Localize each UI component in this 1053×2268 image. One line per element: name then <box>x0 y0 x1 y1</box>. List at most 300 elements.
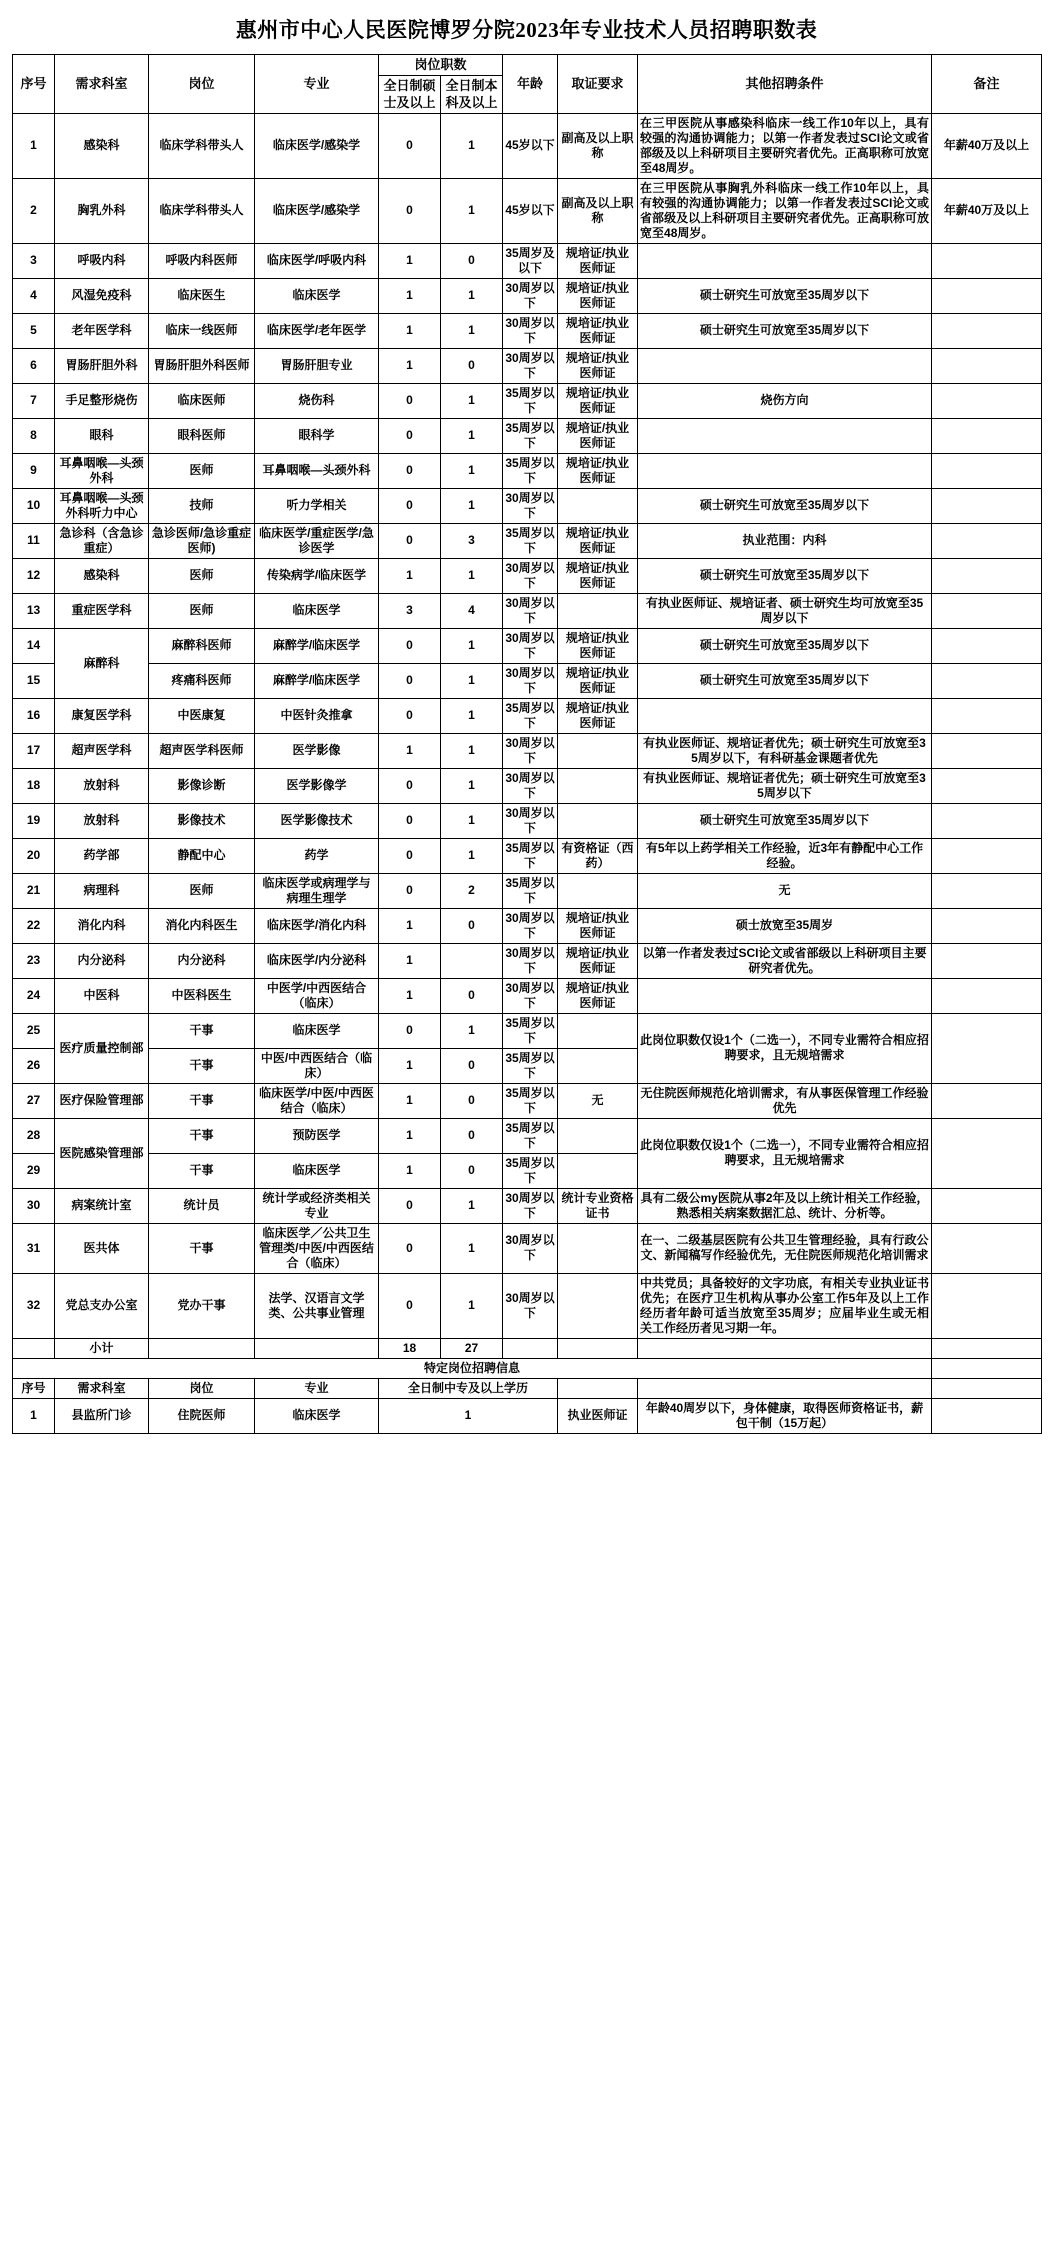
cell-master: 1 <box>379 978 441 1013</box>
cell-dept: 中医科 <box>55 978 149 1013</box>
special-cell-other: 年龄40周岁以下，身体健康，取得医师资格证书，薪包干制（15万起） <box>638 1398 932 1433</box>
cell-major: 临床医学/感染学 <box>255 113 379 178</box>
cell-post: 内分泌科 <box>149 943 255 978</box>
cell-age: 30周岁以下 <box>503 628 558 663</box>
subtotal-post <box>149 1338 255 1358</box>
table-row <box>13 488 1042 523</box>
special-col-major: 专业 <box>255 1378 379 1398</box>
cell-master: 0 <box>379 628 441 663</box>
cell-no: 32 <box>13 1273 55 1338</box>
cell-dept: 医院感染管理部 <box>55 1118 149 1188</box>
cell-no: 22 <box>13 908 55 943</box>
cell-post: 临床学科带头人 <box>149 178 255 243</box>
cell-other: 有执业医师证、规培证者优先；硕士研究生可放宽至35周岁以下，有科研基金课题者优先 <box>638 733 932 768</box>
cell-master: 0 <box>379 488 441 523</box>
cell-other: 硕士研究生可放宽至35周岁以下 <box>638 558 932 593</box>
cell-other: 具有二级公my医院从事2年及以上统计相关工作经验，熟悉相关病案数据汇总、统计、分析等。 <box>638 1188 932 1223</box>
cell-bachelor: 0 <box>441 348 503 383</box>
cell-cert: 规培证/执业医师证 <box>558 908 638 943</box>
cell-other: 在一、二级基层医院有公共卫生管理经验，具有行政公文、新闻稿写作经验优先，无住院医师规范化培训需求 <box>638 1223 932 1273</box>
special-section-title: 特定岗位招聘信息 <box>13 1358 932 1378</box>
cell-remark <box>932 523 1042 558</box>
cell-bachelor: 1 <box>441 698 503 733</box>
cell-cert <box>558 1273 638 1338</box>
cell-other <box>638 348 932 383</box>
cell-age: 45岁以下 <box>503 113 558 178</box>
cell-dept: 内分泌科 <box>55 943 149 978</box>
cell-age: 35周岁以下 <box>503 698 558 733</box>
table-row <box>13 418 1042 453</box>
cell-post: 医师 <box>149 453 255 488</box>
cell-master: 0 <box>379 1273 441 1338</box>
table-row <box>13 873 1042 908</box>
cell-master: 0 <box>379 768 441 803</box>
cell-age: 30周岁以下 <box>503 733 558 768</box>
cell-master: 0 <box>379 523 441 558</box>
cell-age: 35周岁以下 <box>503 1048 558 1083</box>
cell-bachelor: 1 <box>441 383 503 418</box>
cell-other: 在三甲医院从事胸乳外科临床一线工作10年以上，具有较强的沟通协调能力；以第一作者发表过SCI论文或省部级及以上科研项目主要研究者优先。正高职称可放宽至48周岁。 <box>638 178 932 243</box>
cell-major: 中医学/中西医结合（临床） <box>255 978 379 1013</box>
cell-age: 30周岁以下 <box>503 488 558 523</box>
cell-major: 法学、汉语言文学类、公共事业管理 <box>255 1273 379 1338</box>
cell-major: 统计学或经济类相关专业 <box>255 1188 379 1223</box>
cell-major: 临床医学/重症医学/急诊医学 <box>255 523 379 558</box>
cell-remark <box>932 383 1042 418</box>
cell-dept: 病理科 <box>55 873 149 908</box>
cell-cert: 有资格证（西药） <box>558 838 638 873</box>
cell-other: 硕士放宽至35周岁 <box>638 908 932 943</box>
cell-remark: 年薪40万及以上 <box>932 178 1042 243</box>
cell-dept: 医共体 <box>55 1223 149 1273</box>
cell-bachelor <box>441 943 503 978</box>
subtotal-other <box>638 1338 932 1358</box>
cell-post: 急诊医师/急诊重症医师) <box>149 523 255 558</box>
cell-cert <box>558 733 638 768</box>
cell-no: 7 <box>13 383 55 418</box>
table-row <box>13 663 1042 698</box>
cell-bachelor: 1 <box>441 313 503 348</box>
cell-dept: 医疗质量控制部 <box>55 1013 149 1083</box>
cell-age: 30周岁以下 <box>503 1223 558 1273</box>
cell-post: 疼痛科医师 <box>149 663 255 698</box>
cell-master: 0 <box>379 803 441 838</box>
cell-dept: 风湿免疫科 <box>55 278 149 313</box>
cell-master: 1 <box>379 943 441 978</box>
cell-major: 临床医学/消化内科 <box>255 908 379 943</box>
cell-dept: 放射科 <box>55 803 149 838</box>
subtotal-bachelor: 27 <box>441 1338 503 1358</box>
special-header-row <box>13 1378 1042 1398</box>
cell-post: 超声医学科医师 <box>149 733 255 768</box>
cell-dept: 病案统计室 <box>55 1188 149 1223</box>
cell-age: 35周岁以下 <box>503 383 558 418</box>
cell-bachelor: 1 <box>441 733 503 768</box>
table-row <box>13 453 1042 488</box>
cell-other: 此岗位职数仅设1个（二选一），不同专业需符合相应招聘要求，且无规培需求 <box>638 1013 932 1083</box>
cell-cert <box>558 488 638 523</box>
cell-no: 18 <box>13 768 55 803</box>
cell-remark <box>932 733 1042 768</box>
cell-remark <box>932 943 1042 978</box>
cell-no: 17 <box>13 733 55 768</box>
cell-cert <box>558 1013 638 1048</box>
cell-remark <box>932 663 1042 698</box>
cell-age: 35周岁以下 <box>503 1118 558 1153</box>
cell-age: 35周岁以下 <box>503 1013 558 1048</box>
cell-age: 30周岁以下 <box>503 943 558 978</box>
cell-dept: 超声医学科 <box>55 733 149 768</box>
cell-bachelor: 2 <box>441 873 503 908</box>
table-row <box>13 733 1042 768</box>
cell-dept: 呼吸内科 <box>55 243 149 278</box>
cell-no: 26 <box>13 1048 55 1083</box>
col-count-bachelor: 全日制本科及以上 <box>441 76 503 114</box>
cell-no: 3 <box>13 243 55 278</box>
cell-major: 临床医学／公共卫生管理类/中医/中西医结合（临床） <box>255 1223 379 1273</box>
special-cell-post: 住院医师 <box>149 1398 255 1433</box>
cell-major: 预防医学 <box>255 1118 379 1153</box>
cell-age: 30周岁以下 <box>503 593 558 628</box>
subtotal-master: 18 <box>379 1338 441 1358</box>
cell-major: 临床医学 <box>255 593 379 628</box>
cell-bachelor: 1 <box>441 1223 503 1273</box>
cell-major: 临床医学或病理学与病理生理学 <box>255 873 379 908</box>
cell-no: 16 <box>13 698 55 733</box>
cell-post: 干事 <box>149 1048 255 1083</box>
cell-remark <box>932 803 1042 838</box>
cell-dept: 消化内科 <box>55 908 149 943</box>
cell-age: 30周岁以下 <box>503 1188 558 1223</box>
special-section-title-spacer <box>932 1358 1042 1378</box>
cell-cert <box>558 1153 638 1188</box>
cell-age: 30周岁以下 <box>503 663 558 698</box>
cell-remark <box>932 1188 1042 1223</box>
cell-cert <box>558 593 638 628</box>
cell-cert: 规培证/执业医师证 <box>558 943 638 978</box>
cell-no: 25 <box>13 1013 55 1048</box>
cell-remark <box>932 978 1042 1013</box>
table-row <box>13 978 1042 1013</box>
table-row <box>13 768 1042 803</box>
cell-major: 临床医学/中医/中西医结合（临床） <box>255 1083 379 1118</box>
cell-dept: 老年医学科 <box>55 313 149 348</box>
cell-major: 听力学相关 <box>255 488 379 523</box>
cell-other: 以第一作者发表过SCI论文或省部级以上科研项目主要研究者优先。 <box>638 943 932 978</box>
special-col-dept: 需求科室 <box>55 1378 149 1398</box>
cell-post: 临床学科带头人 <box>149 113 255 178</box>
cell-major: 耳鼻咽喉—头颈外科 <box>255 453 379 488</box>
cell-dept: 手足整形烧伤 <box>55 383 149 418</box>
cell-cert: 副高及以上职称 <box>558 113 638 178</box>
cell-dept: 急诊科（含急诊重症） <box>55 523 149 558</box>
subtotal-label: 小计 <box>55 1338 149 1358</box>
cell-cert <box>558 1048 638 1083</box>
cell-major: 临床医学/呼吸内科 <box>255 243 379 278</box>
cell-remark <box>932 698 1042 733</box>
cell-other: 硕士研究生可放宽至35周岁以下 <box>638 313 932 348</box>
cell-cert <box>558 768 638 803</box>
cell-no: 1 <box>13 113 55 178</box>
special-table-row <box>13 1398 1042 1433</box>
cell-dept: 胃肠肝胆外科 <box>55 348 149 383</box>
cell-bachelor: 1 <box>441 628 503 663</box>
cell-bachelor: 1 <box>441 768 503 803</box>
cell-major: 烧伤科 <box>255 383 379 418</box>
cell-cert: 规培证/执业医师证 <box>558 418 638 453</box>
cell-bachelor: 4 <box>441 593 503 628</box>
subtotal-remark <box>932 1338 1042 1358</box>
col-cert: 取证要求 <box>558 55 638 114</box>
cell-age: 35周岁以下 <box>503 873 558 908</box>
cell-major: 传染病学/临床医学 <box>255 558 379 593</box>
special-col-cert <box>558 1378 638 1398</box>
special-col-no: 序号 <box>13 1378 55 1398</box>
subtotal-no <box>13 1338 55 1358</box>
cell-post: 临床医师 <box>149 383 255 418</box>
cell-other: 在三甲医院从事感染科临床一线工作10年以上，具有较强的沟通协调能力；以第一作者发表过SCI论文或省部级及以上科研项目主要研究者优先。正高职称可放宽至48周岁。 <box>638 113 932 178</box>
cell-major: 临床医学/感染学 <box>255 178 379 243</box>
col-no: 序号 <box>13 55 55 114</box>
cell-cert: 规培证/执业医师证 <box>558 628 638 663</box>
cell-master: 1 <box>379 908 441 943</box>
table-row <box>13 1223 1042 1273</box>
cell-cert <box>558 803 638 838</box>
table-row <box>13 593 1042 628</box>
cell-post: 胃肠肝胆外科医师 <box>149 348 255 383</box>
page-title: 惠州市中心人民医院博罗分院2023年专业技术人员招聘职数表 <box>235 18 818 42</box>
subtotal-row <box>13 1338 1042 1358</box>
cell-remark <box>932 1223 1042 1273</box>
cell-major: 胃肠肝胆专业 <box>255 348 379 383</box>
table-row <box>13 1188 1042 1223</box>
cell-other <box>638 418 932 453</box>
subtotal-major <box>255 1338 379 1358</box>
cell-post: 影像技术 <box>149 803 255 838</box>
cell-other <box>638 698 932 733</box>
cell-bachelor: 0 <box>441 908 503 943</box>
special-cell-degree: 1 <box>379 1398 558 1433</box>
cell-cert: 规培证/执业医师证 <box>558 453 638 488</box>
cell-master: 3 <box>379 593 441 628</box>
cell-cert: 规培证/执业医师证 <box>558 523 638 558</box>
special-cell-cert: 执业医师证 <box>558 1398 638 1433</box>
cell-other: 烧伤方向 <box>638 383 932 418</box>
table-row <box>13 243 1042 278</box>
cell-major: 医学影像学 <box>255 768 379 803</box>
cell-remark: 年薪40万及以上 <box>932 113 1042 178</box>
cell-cert: 无 <box>558 1083 638 1118</box>
cell-master: 1 <box>379 733 441 768</box>
cell-age: 30周岁以下 <box>503 558 558 593</box>
cell-master: 0 <box>379 383 441 418</box>
col-post: 岗位 <box>149 55 255 114</box>
cell-post: 干事 <box>149 1118 255 1153</box>
special-cell-no: 1 <box>13 1398 55 1433</box>
recruitment-table <box>12 54 1042 1434</box>
cell-master: 1 <box>379 1083 441 1118</box>
cell-remark <box>932 628 1042 663</box>
cell-age: 30周岁以下 <box>503 1273 558 1338</box>
cell-major: 临床医学 <box>255 278 379 313</box>
cell-master: 1 <box>379 348 441 383</box>
col-other: 其他招聘条件 <box>638 55 932 114</box>
table-header <box>13 55 1042 114</box>
cell-dept: 感染科 <box>55 113 149 178</box>
cell-cert <box>558 1223 638 1273</box>
cell-no: 11 <box>13 523 55 558</box>
table-row <box>13 698 1042 733</box>
cell-cert: 规培证/执业医师证 <box>558 243 638 278</box>
cell-dept: 耳鼻咽喉—头颈外科听力中心 <box>55 488 149 523</box>
cell-post: 中医科医生 <box>149 978 255 1013</box>
cell-remark <box>932 1118 1042 1188</box>
cell-master: 1 <box>379 243 441 278</box>
cell-remark <box>932 1013 1042 1083</box>
table-row <box>13 113 1042 178</box>
cell-cert: 规培证/执业医师证 <box>558 313 638 348</box>
cell-age: 30周岁以下 <box>503 348 558 383</box>
cell-no: 13 <box>13 593 55 628</box>
table-row <box>13 178 1042 243</box>
cell-no: 6 <box>13 348 55 383</box>
cell-post: 影像诊断 <box>149 768 255 803</box>
cell-no: 23 <box>13 943 55 978</box>
table-row <box>13 908 1042 943</box>
cell-major: 药学 <box>255 838 379 873</box>
cell-other: 中共党员；具备较好的文字功底，有相关专业执业证书优先；在医疗卫生机构从事办公室工作5年及以上工作经历者年龄可适当放宽至35周岁；应届毕业生或无相关工作经历者见习期一年。 <box>638 1273 932 1338</box>
cell-post: 静配中心 <box>149 838 255 873</box>
cell-remark <box>932 558 1042 593</box>
cell-remark <box>932 873 1042 908</box>
cell-bachelor: 1 <box>441 838 503 873</box>
cell-other: 硕士研究生可放宽至35周岁以下 <box>638 663 932 698</box>
cell-master: 0 <box>379 113 441 178</box>
cell-cert: 规培证/执业医师证 <box>558 978 638 1013</box>
cell-other: 硕士研究生可放宽至35周岁以下 <box>638 488 932 523</box>
cell-post: 医师 <box>149 593 255 628</box>
special-section-title-row <box>13 1358 1042 1378</box>
cell-no: 31 <box>13 1223 55 1273</box>
cell-no: 4 <box>13 278 55 313</box>
cell-post: 临床医生 <box>149 278 255 313</box>
cell-dept: 重症医学科 <box>55 593 149 628</box>
cell-bachelor: 1 <box>441 418 503 453</box>
cell-major: 麻醉学/临床医学 <box>255 628 379 663</box>
cell-post: 统计员 <box>149 1188 255 1223</box>
cell-no: 2 <box>13 178 55 243</box>
cell-age: 35周岁以下 <box>503 838 558 873</box>
table-body <box>13 113 1042 1433</box>
cell-remark <box>932 488 1042 523</box>
cell-cert: 副高及以上职称 <box>558 178 638 243</box>
cell-other <box>638 978 932 1013</box>
table-row <box>13 558 1042 593</box>
cell-major: 临床医学 <box>255 1013 379 1048</box>
special-col-degree: 全日制中专及以上学历 <box>379 1378 558 1398</box>
cell-bachelor: 1 <box>441 453 503 488</box>
cell-age: 35周岁以下 <box>503 418 558 453</box>
cell-master: 0 <box>379 663 441 698</box>
col-remark: 备注 <box>932 55 1042 114</box>
cell-post: 干事 <box>149 1013 255 1048</box>
cell-master: 1 <box>379 1048 441 1083</box>
cell-master: 0 <box>379 178 441 243</box>
cell-no: 12 <box>13 558 55 593</box>
subtotal-age <box>503 1338 558 1358</box>
cell-other: 此岗位职数仅设1个（二选一），不同专业需符合相应招聘要求，且无规培需求 <box>638 1118 932 1188</box>
cell-dept: 眼科 <box>55 418 149 453</box>
cell-bachelor: 3 <box>441 523 503 558</box>
cell-major: 临床医学/内分泌科 <box>255 943 379 978</box>
cell-bachelor: 1 <box>441 278 503 313</box>
cell-post: 中医康复 <box>149 698 255 733</box>
cell-bachelor: 1 <box>441 1273 503 1338</box>
cell-bachelor: 1 <box>441 1188 503 1223</box>
cell-other: 执业范围：内科 <box>638 523 932 558</box>
cell-post: 技师 <box>149 488 255 523</box>
cell-cert: 规培证/执业医师证 <box>558 558 638 593</box>
cell-no: 5 <box>13 313 55 348</box>
col-count-group: 岗位职数 <box>379 55 503 76</box>
cell-master: 1 <box>379 1118 441 1153</box>
cell-master: 0 <box>379 1013 441 1048</box>
special-cell-remark <box>932 1398 1042 1433</box>
col-age: 年龄 <box>503 55 558 114</box>
cell-no: 10 <box>13 488 55 523</box>
cell-remark <box>932 313 1042 348</box>
cell-cert <box>558 873 638 908</box>
cell-remark <box>932 418 1042 453</box>
table-header-row-1 <box>13 55 1042 76</box>
cell-major: 眼科学 <box>255 418 379 453</box>
table-row <box>13 838 1042 873</box>
cell-age: 30周岁以下 <box>503 768 558 803</box>
cell-age: 30周岁以下 <box>503 313 558 348</box>
cell-master: 1 <box>379 278 441 313</box>
cell-age: 30周岁以下 <box>503 908 558 943</box>
cell-bachelor: 0 <box>441 1153 503 1188</box>
cell-remark <box>932 1083 1042 1118</box>
cell-no: 28 <box>13 1118 55 1153</box>
cell-age: 35周岁以下 <box>503 1153 558 1188</box>
special-cell-major: 临床医学 <box>255 1398 379 1433</box>
cell-bachelor: 0 <box>441 243 503 278</box>
cell-other: 无 <box>638 873 932 908</box>
cell-age: 35周岁以下 <box>503 1083 558 1118</box>
table-row <box>13 803 1042 838</box>
cell-dept: 放射科 <box>55 768 149 803</box>
cell-master: 0 <box>379 418 441 453</box>
table-row <box>13 1118 1042 1153</box>
table-row <box>13 383 1042 418</box>
cell-cert: 规培证/执业医师证 <box>558 278 638 313</box>
cell-no: 20 <box>13 838 55 873</box>
cell-post: 消化内科医生 <box>149 908 255 943</box>
cell-dept: 党总支办公室 <box>55 1273 149 1338</box>
cell-master: 0 <box>379 838 441 873</box>
cell-no: 19 <box>13 803 55 838</box>
cell-post: 医师 <box>149 558 255 593</box>
cell-no: 21 <box>13 873 55 908</box>
cell-cert: 规培证/执业医师证 <box>558 698 638 733</box>
table-row <box>13 943 1042 978</box>
special-col-post: 岗位 <box>149 1378 255 1398</box>
cell-bachelor: 1 <box>441 558 503 593</box>
cell-other: 硕士研究生可放宽至35周岁以下 <box>638 803 932 838</box>
cell-major: 临床医学/老年医学 <box>255 313 379 348</box>
cell-major: 医学影像技术 <box>255 803 379 838</box>
